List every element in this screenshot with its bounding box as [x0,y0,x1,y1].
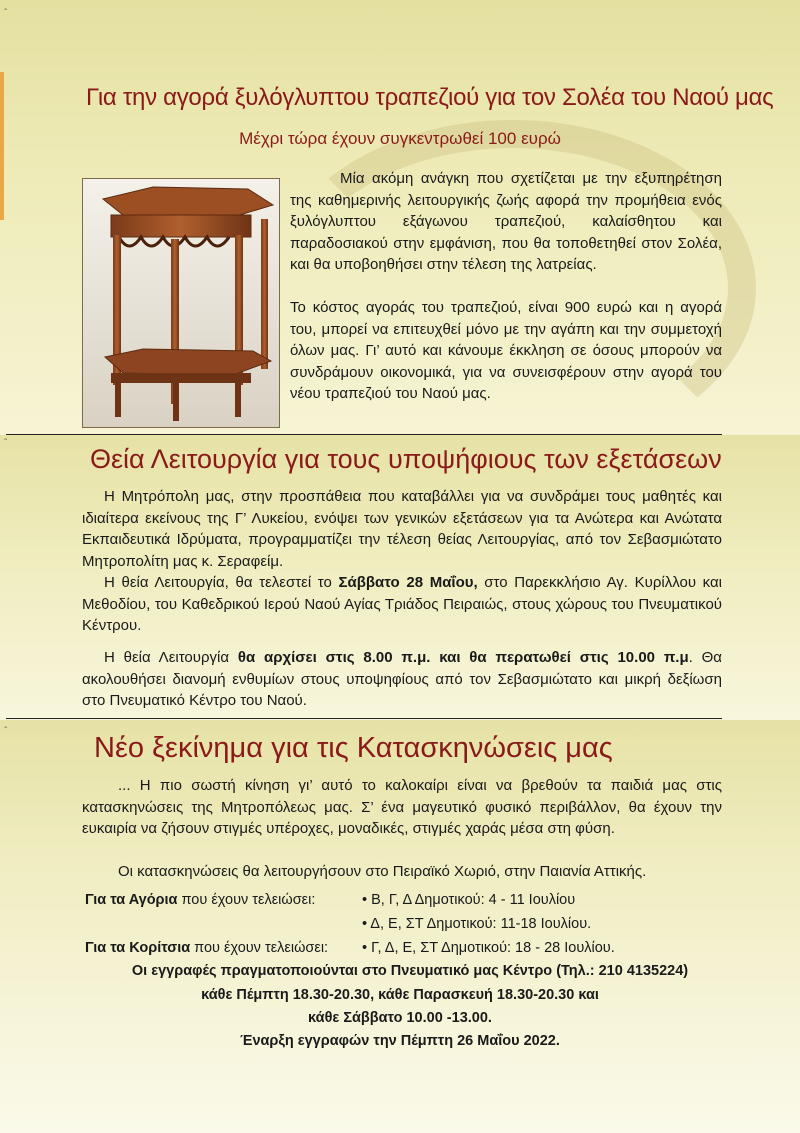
divider [6,434,722,435]
section-2-paragraph-3 [82,647,722,712]
boys-label-rest: που έχουν τελειώσει: [177,892,316,908]
text: στο Παρεκκλήσιο Αγ. Κυρίλλου και Μεθοδίου, του Καθεδρικού Ιερού Ναού Αγίας Τριάδος Πειραιώς, στους χώρους του Πνευματικού Κέντρου. [82,574,722,634]
date-emphasis: Σάββατο 28 Μαΐου, [338,574,478,591]
registration-line-2: κάθε Πέμπτη 18.30-20.30, κάθε Παρασκευή 18.30-20.30 και [201,987,599,1003]
boys-label: Για τα Αγόρια [85,892,178,908]
margin-tick: - [4,722,8,733]
section-3-title: Νέο ξεκίνημα για τις Κατασκηνώσεις μας [94,732,613,764]
section-3-location: Οι κατασκηνώσεις θα λειτουργήσουν στο Πειραϊκό Χωριό, στην Παιανία Αττικής. [118,863,647,880]
table-illustration [83,179,279,427]
registration-line-3: κάθε Σάββατο 10.00 -13.00. [308,1010,492,1026]
registration-line-4: Έναρξη εγγραφών την Πέμπτη 26 Μαΐου 2022. [240,1033,560,1049]
girls-label: Για τα Κορίτσια [85,940,191,956]
hexagonal-table-image [82,178,280,428]
text: . Θα ακολουθήσει διανομή ενθυμίων στους υποψηφίους από τον Σεβασμιώτατο και μικρή δεξίωση στο Πνευματικό Κέντρο του Ναού. [82,649,722,709]
section-3-paragraph-1: ... Η πιο σωστή κίνηση γι’ αυτό το καλοκαίρι είναι να βρεθούν τα παιδιά μας στις κατασκηνώσεις της Μητροπόλεως μας. Σ’ ένα μαγευτικό φυσικό περιβάλλον, θα έχουν την ευκαιρία να ζήσουν στιγμές υπέροχες, μοναδικές, στιγμές χαράς μέσα στη φύση. [82,777,722,837]
registration-line-1: Οι εγγραφές πραγματοποιούνται στο Πνευματικό μας Κέντρο (Τηλ.: 210 4135224) [131,963,689,979]
text: Η θεία Λειτουργία, θα τελεστεί το [104,574,339,591]
section-1-subtitle: Μέχρι τώρα έχουν συγκεντρωθεί 100 ευρώ [239,129,561,148]
section-2-paragraph-2 [82,572,722,637]
section-2-title: Θεία Λειτουργία για τους υποψήφιους των εξετάσεων [90,444,722,474]
section-1-paragraph-2: Το κόστος αγοράς του τραπεζιού, είναι 900 ευρώ και η αγορά του, μπορεί να επιτευχθεί μόνο με την αγάπη και την συμμετοχή όλων μας. Γι’ αυτό και κάνουμε έκκληση σε όσους μπορούν να συνδράμουν οικονομικά, για να συνεισφέρουν στην αγορά του νέου τραπεζιού του Ναού μας. [290,299,722,402]
boys-line [85,892,315,908]
section-1-paragraph-1: Μία ακόμη ανάγκη που σχετίζεται με την εξυπηρέτηση της καθημερινής λειτουργικής ζωής αφορά την προμήθεια ενός ξυλόγλυπτου εξάγωνου τραπεζιού, καλαίσθητου και παραδοσιακού στην εμφάνιση, που θα τοποθετηθεί στον Σολέα, και θα υποβοηθήσει στην τέλεση της λατρείας. [290,170,722,273]
margin-tick: - [4,434,8,445]
girls-label-rest: που έχουν τελειώσει: [190,940,329,956]
text: Η θεία Λειτουργία [104,649,238,666]
section-1-title: Για την αγορά ξυλόγλυπτου τραπεζιού για τον Σολέα του Ναού μας [86,84,774,111]
boys-item-1: • Β, Γ, Δ Δημοτικού: 4 - 11 Ιουλίου [362,892,576,908]
section-2-paragraph-1: Η Μητρόπολη μας, στην προσπάθεια που καταβάλλει για να συνδράμει τους μαθητές και ιδιαίτερα εκείνους της Γ’ Λυκείου, ενόψει των γενικών εξετάσεων για τα Ανώτερα και Ανώτατα Εκπαιδευτικά Ιδρύματα, προγραμματίζει την τέλεση θείας Λειτουργίας, από τον Σεβασμιώτατο Μητροπολίτη μας κ. Σεραφείμ. [82,488,722,570]
time-emphasis: θα αρχίσει στις 8.00 π.μ. και θα περατωθεί στις 10.00 π.μ [237,649,689,666]
boys-item-2: • Δ, Ε, ΣΤ Δημοτικού: 11-18 Ιουλίου. [362,916,592,932]
divider [6,718,722,719]
margin-tick: - [4,4,8,15]
girls-item-1: • Γ, Δ, Ε, ΣΤ Δημοτικού: 18 - 28 Ιουλίου. [362,940,615,956]
girls-line [85,940,328,956]
